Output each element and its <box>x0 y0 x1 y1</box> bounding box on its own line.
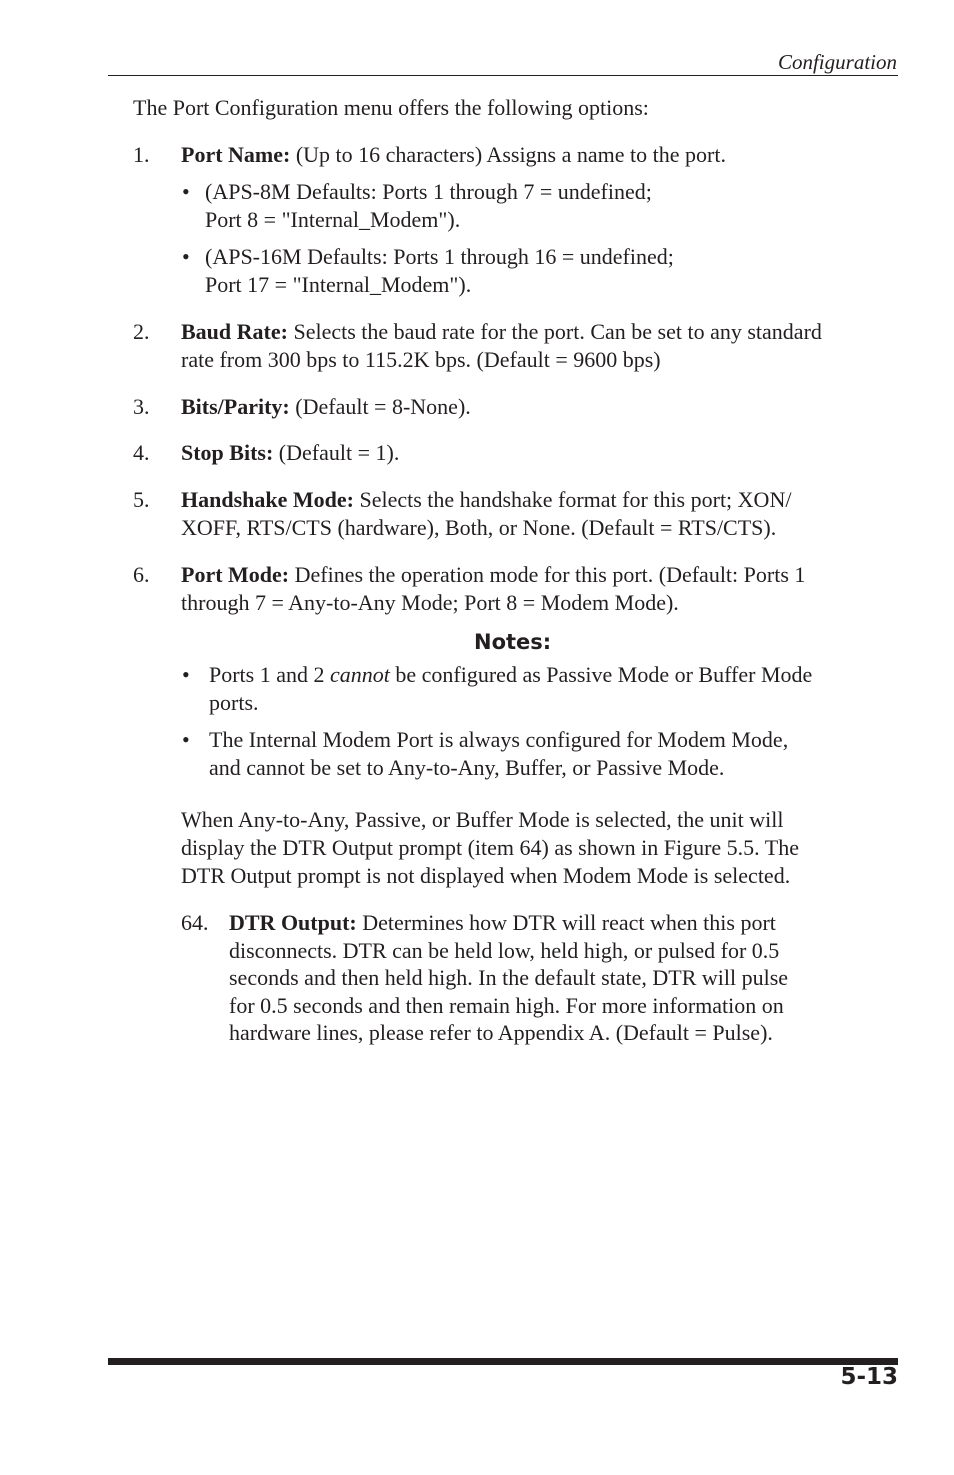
item-label: Port Mode: <box>181 562 290 587</box>
item-label: Stop Bits: <box>181 440 274 465</box>
item-description: (Default = 1). <box>278 440 400 465</box>
note-line <box>209 661 812 689</box>
bullet-line: (APS-8M Defaults: Ports 1 through 7 = undefined; <box>205 179 652 204</box>
note-text: Ports 1 and 2 <box>209 662 330 687</box>
item-text-continued: hardware lines, please refer to Appendix A. (Default = Pulse). <box>229 1020 773 1045</box>
item-number: 1. <box>133 142 150 167</box>
item-text-continued: for 0.5 seconds and then remain high. For more information on <box>229 993 784 1018</box>
paragraph-line: When Any-to-Any, Passive, or Buffer Mode is selected, the unit will <box>181 807 784 832</box>
item-description: Determines how DTR will react when this port <box>362 910 776 935</box>
item-description: Selects the handshake format for this port; XON/ <box>359 487 792 512</box>
item-label: Baud Rate: <box>181 319 288 344</box>
note-line: and cannot be set to Any-to-Any, Buffer, or Passive Mode. <box>209 755 725 780</box>
item-label: DTR Output: <box>229 910 357 935</box>
item-description: Selects the baud rate for the port. Can be set to any standard <box>293 319 822 344</box>
item-number: 2. <box>133 319 150 344</box>
bullet-mark: • <box>182 244 190 269</box>
item-number: 64. <box>181 910 209 935</box>
item-description: Defines the operation mode for this port. (Default: Ports 1 <box>294 562 806 587</box>
item-text <box>181 439 399 467</box>
bullet-line: Port 8 = "Internal_Modem"). <box>205 207 461 232</box>
note-emphasis: cannot <box>330 662 390 687</box>
item-text <box>181 141 726 169</box>
header-title: Configuration <box>777 50 897 74</box>
item-text-continued: through 7 = Any-to-Any Mode; Port 8 = Modem Mode). <box>181 590 679 615</box>
bullet-mark: • <box>182 179 190 204</box>
header-rule <box>108 75 898 76</box>
paragraph-line: display the DTR Output prompt (item 64) as shown in Figure 5.5. The <box>181 835 799 860</box>
bullet-line: Port 17 = "Internal_Modem"). <box>205 272 472 297</box>
item-text-continued: seconds and then held high. In the default state, DTR will pulse <box>229 965 789 990</box>
item-number: 3. <box>133 394 150 419</box>
notes-heading: Notes: <box>474 630 552 654</box>
item-number: 5. <box>133 487 150 512</box>
item-text <box>181 393 471 421</box>
item-description: (Default = 8-None). <box>295 394 471 419</box>
note-text: be configured as Passive Mode or Buffer Mode <box>389 662 813 687</box>
item-label: Port Name: <box>181 142 291 167</box>
item-text-continued: XOFF, RTS/CTS (hardware), Both, or None. (Default = RTS/CTS). <box>181 515 777 540</box>
bullet-mark: • <box>182 662 190 687</box>
page-number: 5-13 <box>840 1364 898 1390</box>
intro-text: The Port Configuration menu offers the following options: <box>133 95 649 120</box>
bullet-line: (APS-16M Defaults: Ports 1 through 16 = undefined; <box>205 244 674 269</box>
item-text <box>181 486 791 514</box>
item-text <box>229 909 776 937</box>
item-label: Handshake Mode: <box>181 487 354 512</box>
paragraph-line: DTR Output prompt is not displayed when Modem Mode is selected. <box>181 863 791 888</box>
footer-rule <box>108 1358 898 1365</box>
bullet-mark: • <box>182 727 190 752</box>
item-description: (Up to 16 characters) Assigns a name to the port. <box>295 142 726 167</box>
item-text <box>181 318 822 346</box>
note-line: ports. <box>209 690 259 715</box>
item-number: 6. <box>133 562 150 587</box>
item-text-continued: rate from 300 bps to 115.2K bps. (Default = 9600 bps) <box>181 347 661 372</box>
item-text-continued: disconnects. DTR can be held low, held high, or pulsed for 0.5 <box>229 938 780 963</box>
item-number: 4. <box>133 440 150 465</box>
item-text <box>181 561 805 589</box>
item-label: Bits/Parity: <box>181 394 290 419</box>
note-line: The Internal Modem Port is always configured for Modem Mode, <box>209 727 789 752</box>
